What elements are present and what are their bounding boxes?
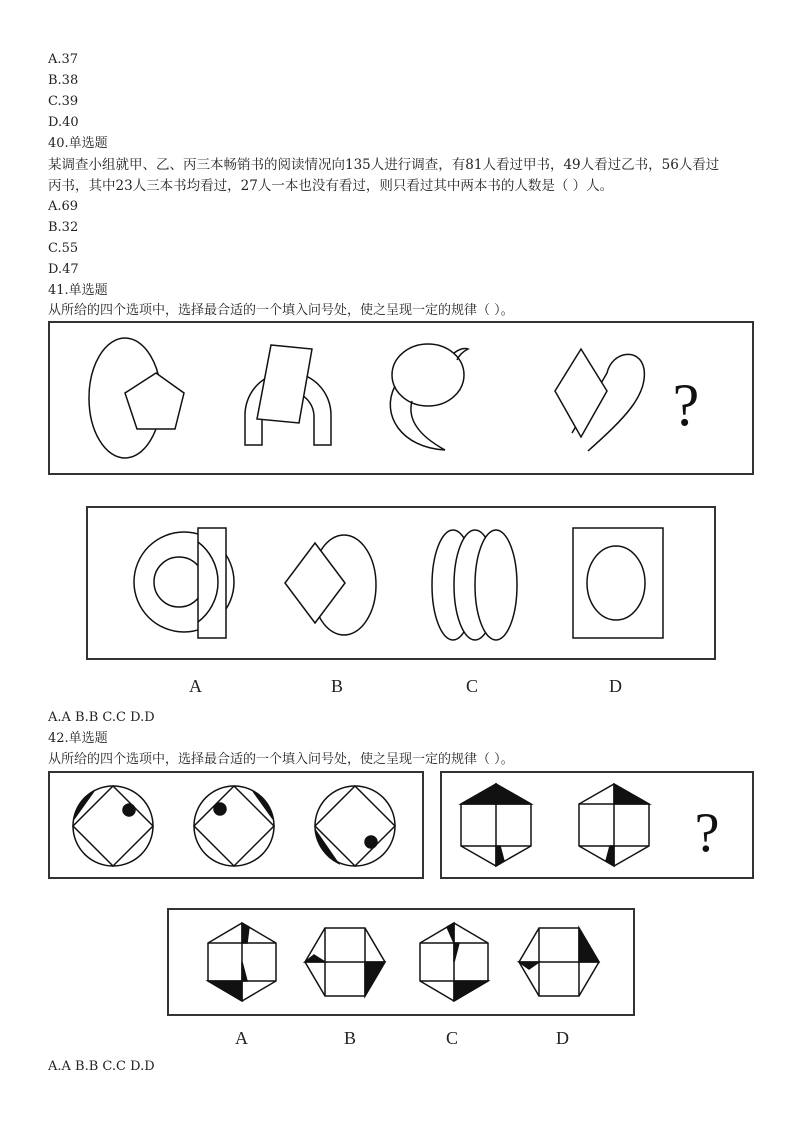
q41-options-panel bbox=[86, 506, 716, 660]
q42-header: 42.单选题 bbox=[48, 731, 108, 746]
q41-figure-parallelogram-arch bbox=[245, 345, 331, 445]
q41-figure-ellipse-pentagon bbox=[89, 338, 184, 458]
q42-option-figures bbox=[169, 910, 633, 1014]
q42-hexagon-figure-1 bbox=[461, 784, 531, 866]
q40-option-b: B.32 bbox=[48, 220, 79, 235]
q42-answer-options: A.A B.B C.C D.D bbox=[48, 1059, 155, 1074]
q40-option-c: C.55 bbox=[48, 241, 79, 256]
q39-option-d: D.40 bbox=[48, 115, 79, 130]
q42-option-a-figure bbox=[208, 923, 276, 1001]
q41-question-figures bbox=[50, 323, 752, 473]
q41-figure-bubble-crescent bbox=[390, 344, 468, 450]
q42-label-d: D bbox=[556, 1028, 569, 1048]
q40-option-d: D.47 bbox=[48, 262, 79, 277]
q42-options-panel bbox=[167, 908, 635, 1016]
q41-option-b-figure bbox=[285, 535, 376, 635]
q42-circle-figure-1 bbox=[73, 786, 153, 866]
q40-text-line1: 某调查小组就甲、乙、丙三本畅销书的阅读情况向135人进行调查，有81人看过甲书，49人看过乙书，56人看过 bbox=[48, 157, 720, 173]
q39-option-a: A.37 bbox=[48, 52, 79, 67]
q42-hexagon-figures bbox=[442, 773, 752, 877]
q42-circle-figure-3 bbox=[315, 786, 395, 866]
q41-option-d-figure bbox=[573, 528, 663, 638]
q42-hexagon-figure-2 bbox=[579, 784, 649, 866]
q42-option-c-figure bbox=[420, 923, 488, 1001]
q40-text-line2: 丙书，其中23人三本书均看过，27人一本也没有看过，则只看过其中两本书的人数是（ ）人。 bbox=[48, 178, 614, 194]
q41-label-a: A bbox=[189, 676, 202, 696]
q42-question-panel-right bbox=[440, 771, 754, 879]
q42-circle-figure-2 bbox=[194, 786, 274, 866]
q41-question-mark: ? bbox=[672, 372, 700, 438]
q42-circle-figures bbox=[50, 773, 422, 877]
q41-figure-diamond-heart bbox=[555, 349, 644, 451]
q39-option-c: C.39 bbox=[48, 94, 79, 109]
q42-question-mark: ? bbox=[694, 802, 720, 864]
q41-option-c-figure bbox=[432, 530, 517, 640]
q41-question-panel bbox=[48, 321, 754, 475]
q42-question-text: 从所给的四个选项中，选择最合适的一个填入问号处，使之呈现一定的规律（ ）。 bbox=[48, 752, 514, 767]
q42-label-a: A bbox=[235, 1028, 248, 1048]
q41-answer-options: A.A B.B C.C D.D bbox=[48, 710, 155, 725]
q41-header: 41.单选题 bbox=[48, 283, 108, 298]
q41-label-c: C bbox=[466, 676, 479, 696]
q41-option-figures bbox=[88, 508, 714, 658]
q42-option-d-figure bbox=[519, 928, 599, 996]
q42-question-panel-left bbox=[48, 771, 424, 879]
q39-option-b: B.38 bbox=[48, 73, 79, 88]
q42-label-b: B bbox=[344, 1028, 357, 1048]
q40-option-a: A.69 bbox=[48, 199, 79, 214]
q42-option-b-figure bbox=[305, 928, 385, 996]
q41-option-a-figure bbox=[134, 528, 234, 638]
q40-header: 40.单选题 bbox=[48, 136, 108, 151]
q41-label-b: B bbox=[331, 676, 344, 696]
q42-label-c: C bbox=[446, 1028, 459, 1048]
q41-question-text: 从所给的四个选项中，选择最合适的一个填入问号处，使之呈现一定的规律（ ）。 bbox=[48, 303, 514, 318]
q41-label-d: D bbox=[609, 676, 622, 696]
